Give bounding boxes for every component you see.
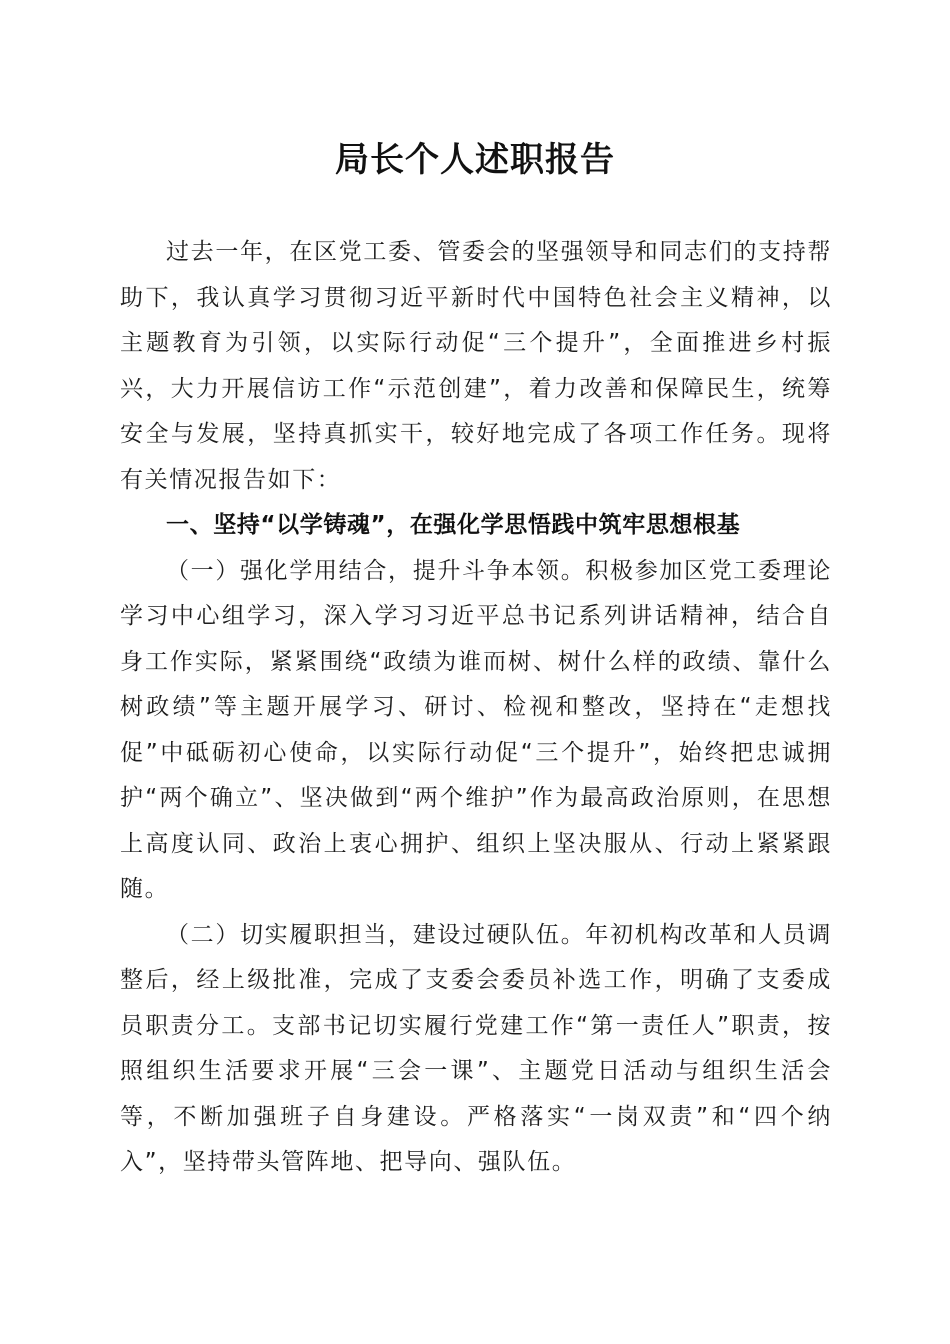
subsection-paragraph-2: （二）切实履职担当，建设过硬队伍。年初机构改革和人员调整后，经上级批准，完成了支委会委员补选工作，明确了支委成员职责分工。支部书记切实履行党建工作“第一责任人”职责，按照组织生活要求开展“三会一课”、主题党日活动与组织生活会等，不断加强班子自身建设。严格落实“一岗双责”和“四个纳入”，坚持带头管阵地、把导向、强队伍。 [120, 921, 832, 1175]
document-body [120, 230, 832, 1186]
subsection-paragraph-1: （一）强化学用结合，提升斗争本领。积极参加区党工委理论学习中心组学习，深入学习习近平总书记系列讲话精神，结合自身工作实际，紧紧围绕“政绩为谁而树、树什么样的政绩、靠什么树政绩”等主题开展学习、研讨、检视和整改，坚持在“走想找促”中砥砺初心使命，以实际行动促“三个提升”，始终把忠诚拥护“两个确立”、坚决做到“两个维护”作为最高政治原则，在思想上高度认同、政治上衷心拥护、组织上坚决服从、行动上紧紧跟随。 [120, 557, 832, 902]
document-title: 局长个人述职报告 [335, 140, 615, 180]
intro-paragraph: 过去一年，在区党工委、管委会的坚强领导和同志们的支持帮助下，我认真学习贯彻习近平新时代中国特色社会主义精神，以主题教育为引领，以实际行动促“三个提升”，全面推进乡村振兴，大力开展信访工作“示范创建”，着力改善和保障民生，统筹安全与发展，坚持真抓实干，较好地完成了各项工作任务。现将有关情况报告如下： [120, 239, 832, 493]
section-heading-1: 一、坚持“以学铸魂”，在强化学思悟践中筑牢思想根基 [166, 512, 741, 538]
